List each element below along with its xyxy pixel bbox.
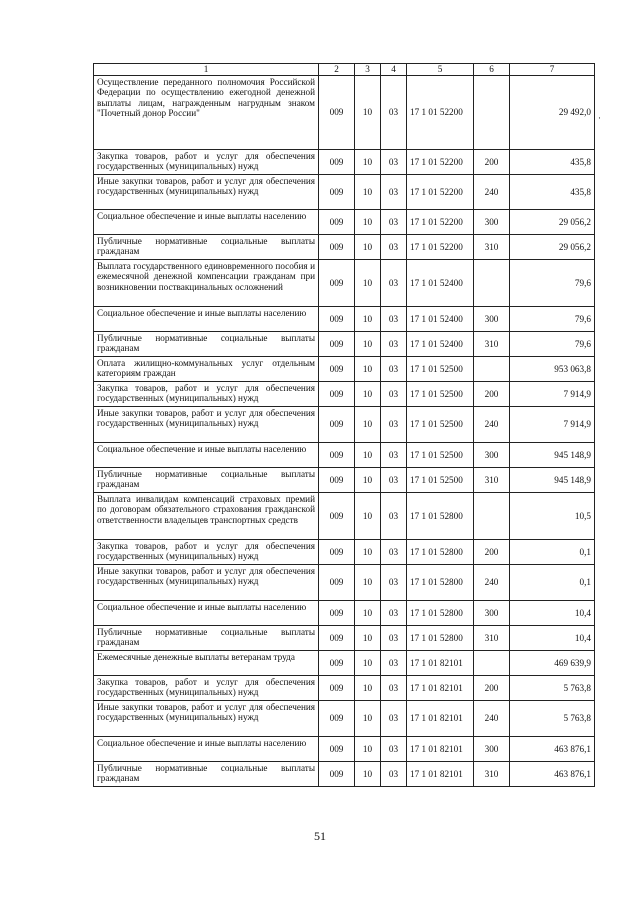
row-expense-type-cell: 310 xyxy=(474,332,510,357)
row-admin-code-cell: 009 xyxy=(319,76,355,150)
row-admin-code-cell: 009 xyxy=(319,676,355,701)
row-name-cell: Публичные нормативные социальные выплаты гражданам xyxy=(94,235,319,260)
table-row xyxy=(94,701,595,737)
row-admin-code-cell: 009 xyxy=(319,260,355,307)
row-target-code-cell: 17 1 01 52500 xyxy=(407,357,474,382)
row-amount-cell: 10,4 xyxy=(510,601,595,626)
row-amount-cell: 29 492,0 xyxy=(510,76,595,150)
row-section-cell: 10 xyxy=(355,565,381,601)
row-section-cell: 10 xyxy=(355,762,381,787)
row-target-code-cell: 17 1 01 52400 xyxy=(407,332,474,357)
row-name-cell: Иные закупки товаров, работ и услуг для обеспечения государственных (муниципальных) нужд xyxy=(94,407,319,443)
row-target-code-cell: 17 1 01 52500 xyxy=(407,443,474,468)
row-name-cell: Ежемесячные денежные выплаты ветеранам труда xyxy=(94,651,319,676)
row-expense-type-cell: 240 xyxy=(474,701,510,737)
page-number: 51 xyxy=(314,829,326,843)
row-section-cell: 10 xyxy=(355,626,381,651)
row-name-cell: Выплата инвалидам компенсаций страховых премий по договорам обязательного страхования гражданской ответственности владельцев транспортных средств xyxy=(94,493,319,540)
row-target-code-cell: 17 1 01 52200 xyxy=(407,210,474,235)
row-amount-cell: 5 763,8 xyxy=(510,701,595,737)
row-amount-cell: 79,6 xyxy=(510,260,595,307)
table-row xyxy=(94,626,595,651)
table-row xyxy=(94,540,595,565)
budget-table xyxy=(93,63,595,787)
row-name-cell: Публичные нормативные социальные выплаты гражданам xyxy=(94,762,319,787)
row-section-cell: 10 xyxy=(355,540,381,565)
row-name-cell: Закупка товаров, работ и услуг для обеспечения государственных (муниципальных) нужд xyxy=(94,150,319,175)
row-section-cell: 10 xyxy=(355,676,381,701)
row-section-cell: 10 xyxy=(355,260,381,307)
table-row xyxy=(94,260,595,307)
row-expense-type-cell: 300 xyxy=(474,601,510,626)
row-amount-cell: 945 148,9 xyxy=(510,443,595,468)
row-subsection-cell: 03 xyxy=(381,307,407,332)
row-admin-code-cell: 009 xyxy=(319,468,355,493)
row-amount-cell: 0,1 xyxy=(510,540,595,565)
column-header: 4 xyxy=(381,64,407,76)
row-target-code-cell: 17 1 01 82101 xyxy=(407,701,474,737)
row-name-cell: Осуществление переданного полномочия Российской Федерации по осуществлению ежегодной денежной выплаты лицам, награжденным нагрудным знаком "Почетный донор России" xyxy=(94,76,319,150)
row-amount-cell: 7 914,9 xyxy=(510,407,595,443)
table-row xyxy=(94,493,595,540)
row-name-cell: Социальное обеспечение и иные выплаты населению xyxy=(94,737,319,762)
row-admin-code-cell: 009 xyxy=(319,701,355,737)
row-admin-code-cell: 009 xyxy=(319,762,355,787)
row-expense-type-cell: 300 xyxy=(474,210,510,235)
row-subsection-cell: 03 xyxy=(381,332,407,357)
row-amount-cell: 435,8 xyxy=(510,175,595,210)
table-row xyxy=(94,175,595,210)
row-admin-code-cell: 009 xyxy=(319,493,355,540)
row-section-cell: 10 xyxy=(355,150,381,175)
row-expense-type-cell: 200 xyxy=(474,382,510,407)
row-name-cell: Социальное обеспечение и иные выплаты населению xyxy=(94,443,319,468)
row-subsection-cell: 03 xyxy=(381,260,407,307)
row-subsection-cell: 03 xyxy=(381,468,407,493)
row-expense-type-cell: 300 xyxy=(474,737,510,762)
table-header-row xyxy=(94,64,595,76)
row-amount-cell: 463 876,1 xyxy=(510,762,595,787)
row-expense-type-cell: 310 xyxy=(474,626,510,651)
row-subsection-cell: 03 xyxy=(381,565,407,601)
row-name-cell: Закупка товаров, работ и услуг для обеспечения государственных (муниципальных) нужд xyxy=(94,382,319,407)
row-expense-type-cell: 240 xyxy=(474,407,510,443)
row-admin-code-cell: 009 xyxy=(319,382,355,407)
row-target-code-cell: 17 1 01 82101 xyxy=(407,737,474,762)
row-subsection-cell: 03 xyxy=(381,601,407,626)
row-target-code-cell: 17 1 01 52200 xyxy=(407,235,474,260)
row-section-cell: 10 xyxy=(355,493,381,540)
row-expense-type-cell: 240 xyxy=(474,175,510,210)
row-amount-cell: 463 876,1 xyxy=(510,737,595,762)
row-admin-code-cell: 009 xyxy=(319,210,355,235)
row-admin-code-cell: 009 xyxy=(319,601,355,626)
row-expense-type-cell xyxy=(474,651,510,676)
row-expense-type-cell: 200 xyxy=(474,676,510,701)
table-row xyxy=(94,443,595,468)
row-subsection-cell: 03 xyxy=(381,737,407,762)
row-section-cell: 10 xyxy=(355,235,381,260)
row-amount-cell: 10,5 xyxy=(510,493,595,540)
row-target-code-cell: 17 1 01 82101 xyxy=(407,651,474,676)
row-name-cell: Иные закупки товаров, работ и услуг для обеспечения государственных (муниципальных) нужд xyxy=(94,701,319,737)
row-target-code-cell: 17 1 01 52200 xyxy=(407,76,474,150)
row-admin-code-cell: 009 xyxy=(319,651,355,676)
row-target-code-cell: 17 1 01 52800 xyxy=(407,601,474,626)
table-row xyxy=(94,357,595,382)
row-section-cell: 10 xyxy=(355,407,381,443)
table-row xyxy=(94,737,595,762)
row-amount-cell: 435,8 xyxy=(510,150,595,175)
table-row xyxy=(94,762,595,787)
row-expense-type-cell: 310 xyxy=(474,468,510,493)
row-admin-code-cell: 009 xyxy=(319,235,355,260)
row-subsection-cell: 03 xyxy=(381,76,407,150)
table-row xyxy=(94,407,595,443)
row-section-cell: 10 xyxy=(355,651,381,676)
row-section-cell: 10 xyxy=(355,737,381,762)
row-target-code-cell: 17 1 01 82101 xyxy=(407,762,474,787)
row-target-code-cell: 17 1 01 52200 xyxy=(407,150,474,175)
row-expense-type-cell xyxy=(474,357,510,382)
row-section-cell: 10 xyxy=(355,382,381,407)
row-section-cell: 10 xyxy=(355,601,381,626)
row-expense-type-cell: 310 xyxy=(474,235,510,260)
table-row xyxy=(94,332,595,357)
row-name-cell: Публичные нормативные социальные выплаты гражданам xyxy=(94,332,319,357)
row-amount-cell: 469 639,9 xyxy=(510,651,595,676)
table-row xyxy=(94,210,595,235)
row-section-cell: 10 xyxy=(355,357,381,382)
column-header: 7 xyxy=(510,64,595,76)
row-subsection-cell: 03 xyxy=(381,701,407,737)
row-amount-cell: 0,1 xyxy=(510,565,595,601)
row-target-code-cell: 17 1 01 52200 xyxy=(407,175,474,210)
row-name-cell: Социальное обеспечение и иные выплаты населению xyxy=(94,601,319,626)
row-target-code-cell: 17 1 01 52500 xyxy=(407,468,474,493)
row-section-cell: 10 xyxy=(355,307,381,332)
table-row xyxy=(94,235,595,260)
row-admin-code-cell: 009 xyxy=(319,565,355,601)
row-expense-type-cell xyxy=(474,493,510,540)
row-admin-code-cell: 009 xyxy=(319,540,355,565)
row-name-cell: Выплата государственного единовременного пособия и ежемесячной денежной компенсации гражданам при возникновении поствакцинальных осложнений xyxy=(94,260,319,307)
row-target-code-cell: 17 1 01 52800 xyxy=(407,565,474,601)
row-subsection-cell: 03 xyxy=(381,357,407,382)
row-subsection-cell: 03 xyxy=(381,210,407,235)
row-amount-cell: 79,6 xyxy=(510,332,595,357)
row-admin-code-cell: 009 xyxy=(319,737,355,762)
row-section-cell: 10 xyxy=(355,210,381,235)
row-admin-code-cell: 009 xyxy=(319,307,355,332)
row-subsection-cell: 03 xyxy=(381,175,407,210)
row-subsection-cell: 03 xyxy=(381,407,407,443)
row-expense-type-cell: 200 xyxy=(474,540,510,565)
row-name-cell: Иные закупки товаров, работ и услуг для обеспечения государственных (муниципальных) нужд xyxy=(94,565,319,601)
row-expense-type-cell xyxy=(474,260,510,307)
table-row xyxy=(94,601,595,626)
row-target-code-cell: 17 1 01 52400 xyxy=(407,307,474,332)
row-admin-code-cell: 009 xyxy=(319,175,355,210)
table-row xyxy=(94,468,595,493)
column-header: 6 xyxy=(474,64,510,76)
row-section-cell: 10 xyxy=(355,468,381,493)
row-subsection-cell: 03 xyxy=(381,651,407,676)
row-admin-code-cell: 009 xyxy=(319,357,355,382)
row-name-cell: Оплата жилищно-коммунальных услуг отдельным категориям граждан xyxy=(94,357,319,382)
row-expense-type-cell xyxy=(474,76,510,150)
row-subsection-cell: 03 xyxy=(381,235,407,260)
row-expense-type-cell: 240 xyxy=(474,565,510,601)
row-section-cell: 10 xyxy=(355,175,381,210)
row-amount-cell: 953 063,8 xyxy=(510,357,595,382)
row-amount-cell: 79,6 xyxy=(510,307,595,332)
row-subsection-cell: 03 xyxy=(381,493,407,540)
row-amount-cell: 5 763,8 xyxy=(510,676,595,701)
column-header: 3 xyxy=(355,64,381,76)
row-subsection-cell: 03 xyxy=(381,762,407,787)
row-admin-code-cell: 009 xyxy=(319,332,355,357)
row-subsection-cell: 03 xyxy=(381,382,407,407)
row-admin-code-cell: 009 xyxy=(319,407,355,443)
row-target-code-cell: 17 1 01 82101 xyxy=(407,676,474,701)
row-subsection-cell: 03 xyxy=(381,626,407,651)
row-section-cell: 10 xyxy=(355,443,381,468)
row-name-cell: Закупка товаров, работ и услуг для обеспечения государственных (муниципальных) нужд xyxy=(94,540,319,565)
row-admin-code-cell: 009 xyxy=(319,626,355,651)
table-row xyxy=(94,150,595,175)
row-expense-type-cell: 310 xyxy=(474,762,510,787)
row-section-cell: 10 xyxy=(355,76,381,150)
row-target-code-cell: 17 1 01 52500 xyxy=(407,407,474,443)
row-section-cell: 10 xyxy=(355,332,381,357)
row-admin-code-cell: 009 xyxy=(319,150,355,175)
row-subsection-cell: 03 xyxy=(381,150,407,175)
column-header: 1 xyxy=(94,64,319,76)
row-target-code-cell: 17 1 01 52500 xyxy=(407,382,474,407)
margin-mark: · xyxy=(598,113,601,123)
row-target-code-cell: 17 1 01 52800 xyxy=(407,493,474,540)
row-name-cell: Публичные нормативные социальные выплаты гражданам xyxy=(94,468,319,493)
row-subsection-cell: 03 xyxy=(381,443,407,468)
row-amount-cell: 7 914,9 xyxy=(510,382,595,407)
row-name-cell: Иные закупки товаров, работ и услуг для обеспечения государственных (муниципальных) нужд xyxy=(94,175,319,210)
row-amount-cell: 945 148,9 xyxy=(510,468,595,493)
row-name-cell: Социальное обеспечение и иные выплаты населению xyxy=(94,307,319,332)
row-name-cell: Закупка товаров, работ и услуг для обеспечения государственных (муниципальных) нужд xyxy=(94,676,319,701)
row-target-code-cell: 17 1 01 52800 xyxy=(407,626,474,651)
table-row xyxy=(94,382,595,407)
row-expense-type-cell: 200 xyxy=(474,150,510,175)
table-row xyxy=(94,76,595,150)
row-amount-cell: 29 056,2 xyxy=(510,235,595,260)
table-row xyxy=(94,307,595,332)
table-row xyxy=(94,651,595,676)
row-expense-type-cell: 300 xyxy=(474,307,510,332)
row-target-code-cell: 17 1 01 52800 xyxy=(407,540,474,565)
row-subsection-cell: 03 xyxy=(381,540,407,565)
row-section-cell: 10 xyxy=(355,701,381,737)
row-amount-cell: 29 056,2 xyxy=(510,210,595,235)
row-target-code-cell: 17 1 01 52400 xyxy=(407,260,474,307)
row-name-cell: Публичные нормативные социальные выплаты гражданам xyxy=(94,626,319,651)
column-header: 2 xyxy=(319,64,355,76)
row-subsection-cell: 03 xyxy=(381,676,407,701)
row-expense-type-cell: 300 xyxy=(474,443,510,468)
row-amount-cell: 10,4 xyxy=(510,626,595,651)
column-header: 5 xyxy=(407,64,474,76)
row-admin-code-cell: 009 xyxy=(319,443,355,468)
table-row xyxy=(94,565,595,601)
row-name-cell: Социальное обеспечение и иные выплаты населению xyxy=(94,210,319,235)
table-row xyxy=(94,676,595,701)
